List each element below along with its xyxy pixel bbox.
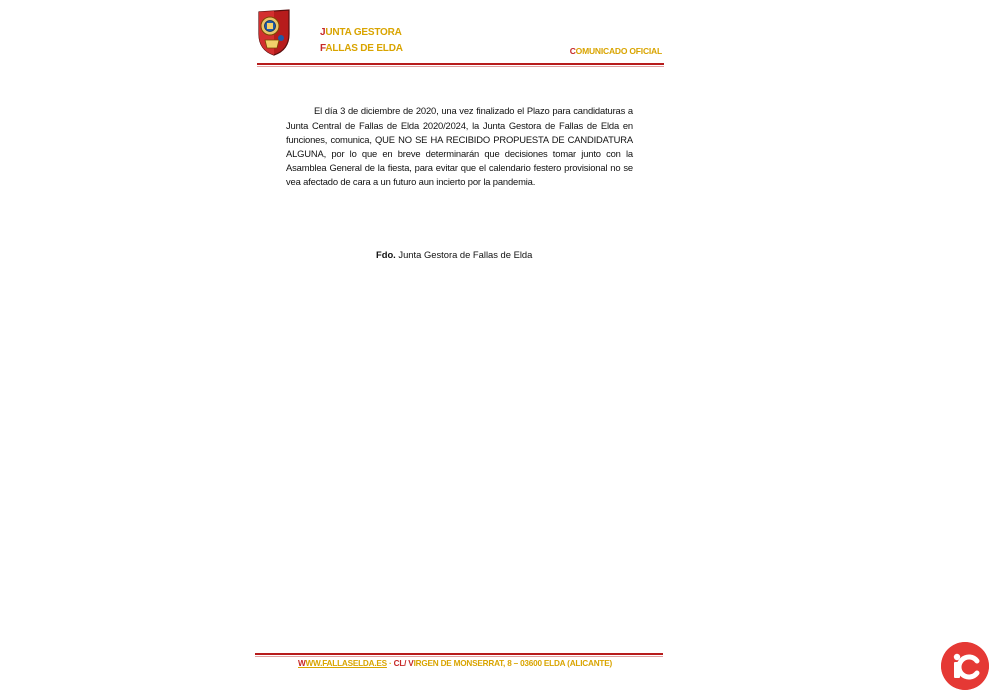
footer-divider-thin [255, 656, 663, 657]
signature [376, 249, 532, 260]
header-divider-thin [257, 66, 664, 67]
org-title-line2: FALLAS DE ELDA [320, 43, 403, 54]
org-title-line1: JUNTA GESTORA [320, 27, 402, 38]
org-title [320, 25, 403, 57]
shield-crest-icon [255, 8, 293, 56]
footer-text: WWW.FALLASELDA.ES · CL/ VIRGEN DE MONSERRAT, 8 – 03600 ELDA (ALICANTE) [298, 659, 613, 668]
signature-name: Junta Gestora de Fallas de Elda [398, 249, 533, 260]
body-paragraph: El día 3 de diciembre de 2020, una vez finalizado el Plazo para candidaturas a Junta Central de Fallas de Elda 2020/2024, la Junta Gestora de Fallas de Elda en funciones, comunica, QUE NO SE HA RECIBIDO PROPUESTA DE CANDIDATURA ALGUNA, por lo que en breve determinarán que decisiones tomar junto con la Asamblea General de la fiesta, para evitar que el calendario festero provisional no se vea afectado de cara a un futuro aun incierto por la pandemia. [286, 105, 633, 188]
footer-divider [255, 653, 663, 655]
doc-type-label: COMUNICADO OFICIAL [569, 46, 662, 56]
header-divider [257, 63, 664, 65]
signature-prefix: Fdo. [376, 249, 396, 260]
ic-badge-icon[interactable] [941, 642, 989, 690]
website-link[interactable]: WWW.FALLASELDA.ES [298, 659, 387, 668]
